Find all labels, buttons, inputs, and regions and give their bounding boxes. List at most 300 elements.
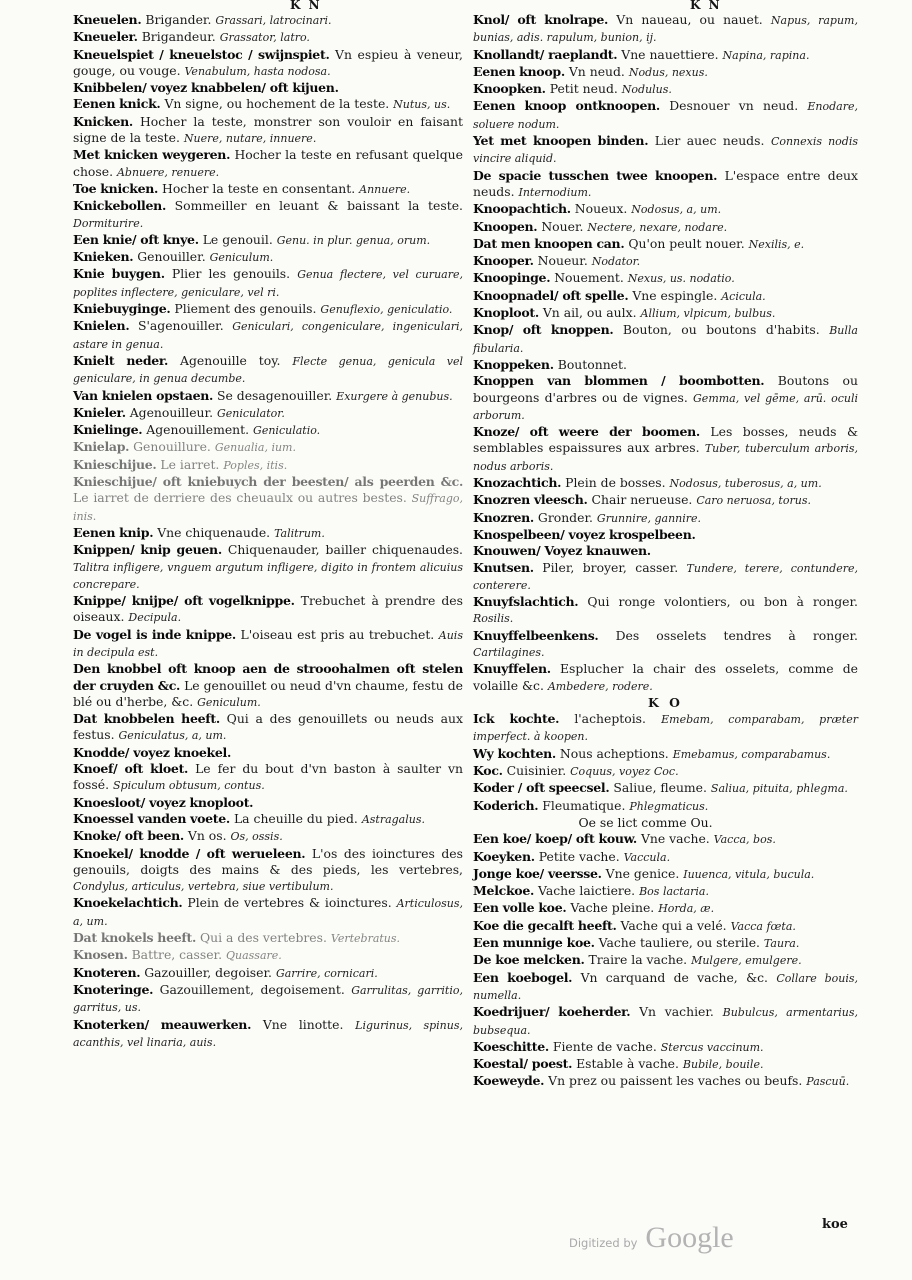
latin-gloss: Bubulcus, armentarius, bubsequa. [473,1006,858,1037]
latin-gloss: Geniculum. [209,251,274,265]
dictionary-entry [73,301,463,318]
latin-gloss: Quassare. [226,949,282,963]
headword: Knollandt/ raeplandt. [473,46,618,62]
latin-gloss: Talitra infligere, vnguem argutum infligere, digito in frontem alicuius concrepare. [73,560,463,591]
latin-gloss: Exurgere à genubus. [336,389,453,403]
headword: Knoke/ oft been. [73,828,184,844]
french-gloss: Vn vachier. [639,1004,714,1020]
latin-gloss: Grassari, latrocinari. [215,14,332,27]
headword: Dat men knoopen can. [473,235,625,251]
headword: Knoopken. [473,81,546,97]
latin-gloss: Genualia, ium. [214,441,296,455]
dictionary-entry [473,661,858,695]
headword: Knoesloot/ voyez knoploot. [73,794,254,810]
french-gloss: Desnouer vn neud. [669,98,799,114]
dictionary-entry [473,357,858,373]
french-gloss: Cuisinier. [506,763,567,779]
headword: Koeschitte. [473,1038,549,1054]
latin-gloss: Collare bouis, numella. [473,971,858,1002]
headword: Van knielen opstaen. [73,387,214,403]
right-column [473,12,858,1091]
dictionary-entry [73,147,463,181]
dictionary-entry [473,831,858,848]
headword: Knozren. [473,509,534,525]
dictionary-entry [73,846,463,896]
headword: Ick kochte. [473,711,560,727]
dictionary-entry [73,80,463,96]
dictionary-entry [73,405,463,422]
french-gloss: Noueur. [537,253,588,269]
french-gloss: Genouiller. [137,249,206,265]
dictionary-entry [473,47,858,64]
headword: Knoze/ oft weere der boomen. [473,424,700,440]
latin-gloss: Grassator, latro. [219,31,310,45]
section-heading: K O [648,694,683,710]
latin-gloss: Ligurinus, spinus, acanthis, vel linaria, auis. [73,1018,463,1049]
latin-gloss: Condylus, articulus, vertebra, siue vertibulum. [73,880,334,894]
latin-gloss: Genu. in plur. genua, orum. [276,233,431,247]
dictionary-entry [473,746,858,763]
headword: Een munnige koe. [473,935,595,951]
french-gloss: Qu'on peult nouer. [628,235,745,251]
dictionary-entry [473,424,858,475]
latin-gloss: Astragalus. [361,812,425,826]
headword: Dat knokels heeft. [73,930,196,946]
latin-gloss: Gemma, vel gēme, arū. oculi arborum. [473,391,858,422]
french-gloss: Vache pleine. [570,900,655,916]
french-gloss: Vne nauettiere. [621,46,719,62]
french-gloss: Gazouiller, degoiser. [144,964,272,980]
french-gloss: Hocher la teste, monstrer son vouloir en faisant signe de la teste. [73,113,463,146]
dictionary-entry [473,253,858,270]
latin-gloss: Nexilis, e. [748,237,805,251]
french-gloss: Chiquenauder, bailler chiquenaudes. [227,542,463,558]
dictionary-entry [473,900,858,917]
latin-gloss: Phlegmaticus. [629,799,709,813]
french-gloss: Agenouilleur. [129,404,214,420]
latin-gloss: Geniculator. [217,406,285,420]
headword: Kneuelen. [73,12,142,27]
latin-gloss: Articulosus, a, um. [73,897,463,928]
headword: Knippen/ knip geuen. [73,542,222,558]
dictionary-entry [73,593,463,627]
headword: Knoterken/ meauwerken. [73,1016,252,1032]
headword: Knielen. [73,318,130,334]
french-gloss: L'os des ioinctures des genouils, doigts des mains & des pieds, les vertebres, [73,845,463,877]
french-gloss: Petite vache. [538,848,620,864]
dictionary-entry [473,798,858,815]
running-head-left: K N [290,0,322,10]
dictionary-entry [73,249,463,266]
dictionary-entry [73,542,463,593]
headword: Eenen knoop. [473,63,565,79]
french-gloss: Qui a des genouillets ou neuds aux festus. [73,711,463,743]
headword: Knooper. [473,253,534,269]
french-gloss: Trebuchet à prendre des oiseaux. [73,593,463,625]
latin-gloss: Vacca fœta. [730,919,796,933]
dictionary-entry [73,96,463,113]
headword: Koderich. [473,797,539,813]
headword: Knodde/ voyez knoekel. [73,744,232,760]
dictionary-entry [473,594,858,628]
latin-gloss: Nutus, us. [393,98,451,112]
dictionary-entry [73,388,463,405]
french-gloss: Gazouillement, degoisement. [159,981,345,997]
latin-gloss: Mulgere, emulgere. [691,954,802,968]
dictionary-entry [73,457,463,474]
latin-gloss: Geniculatio. [253,424,321,438]
french-gloss: Agenouillement. [146,422,250,438]
dictionary-entry [473,560,858,595]
latin-gloss: Garrire, cornicari. [275,966,378,980]
headword: Knippe/ knijpe/ oft vogelknippe. [73,593,295,609]
french-gloss: Noueux. [574,201,628,217]
french-gloss: Vne linotte. [262,1016,344,1032]
french-gloss: Fiente de vache. [552,1038,657,1054]
dictionary-entry [473,1004,858,1039]
dictionary-entry [473,270,858,287]
french-gloss: Vache qui a velé. [620,917,727,933]
dictionary-entry [473,510,858,527]
latin-gloss: Emebam, comparabam, præter imperfect. à koopen. [473,713,858,744]
running-head-right: K N [690,0,722,10]
french-gloss: Nous acheptions. [559,745,669,761]
french-gloss: Fleumatique. [542,797,626,813]
latin-gloss: Pascuū. [806,1075,850,1089]
dictionary-entry [73,761,463,795]
latin-gloss: Rosilis. [473,612,514,626]
dictionary-entry [73,661,463,711]
dictionary-entry [73,353,463,388]
french-gloss: Nouement. [554,270,624,286]
latin-gloss: Stercus vaccinum. [660,1040,764,1054]
french-gloss: Hocher la teste en refusant quelque chose. [73,147,463,179]
french-gloss: Plein de bosses. [565,475,666,491]
latin-gloss: Grunnire, gannire. [596,511,702,525]
dictionary-entry [73,930,463,947]
dictionary-entry [473,527,858,543]
headword: Knielap. [73,439,130,455]
headword: Kniebuyginge. [73,301,171,317]
dictionary-entry [473,849,858,866]
dictionary-entry [73,318,463,353]
dictionary-entry [473,935,858,952]
headword: Knoppen van blommen / boombotten. [473,373,765,389]
french-gloss: Vn neud. [568,63,625,79]
headword: Met knicken weygeren. [73,147,231,163]
french-gloss: Hocher la teste en consentant. [162,180,356,196]
headword: Knozren vleesch. [473,492,588,508]
latin-gloss: Geniculari, congeniculare, ingeniculari, astare in genua. [73,320,463,351]
french-gloss: Le genouil. [202,231,273,247]
headword: Kneuelspiet / kneuelstoc / swijnspiet. [73,46,330,62]
headword: Knol/ oft knolrape. [473,12,609,27]
headword: Een koe/ koep/ oft kouw. [473,831,637,847]
dictionary-entry [473,373,858,424]
catchword: koe [822,1217,848,1232]
dictionary-entry [73,895,463,930]
dictionary-entry [473,219,858,236]
headword: Jonge koe/ veersse. [473,865,602,881]
headword: Kneueler. [73,29,138,45]
french-gloss: Bouton, ou boutons d'habits. [622,322,820,338]
latin-gloss: Vacca, bos. [713,833,776,847]
latin-gloss: Nodosus, a, um. [631,203,722,217]
french-gloss: Plier les genouils. [171,266,291,282]
latin-gloss: Garrulitas, garritio, garritus, us. [73,983,463,1015]
headword: Knielt neder. [73,352,169,368]
watermark-brand-logo: Google [645,1221,734,1254]
headword: Knoploot. [473,305,539,321]
latin-gloss: Taura. [763,937,800,951]
french-gloss: Lier auec neuds. [654,133,765,149]
french-gloss: Le fer du bout d'vn baston à saulter vn fossé. [73,761,463,793]
headword: Eenen knip. [73,524,154,540]
latin-gloss: Coquus, voyez Coc. [570,765,679,779]
french-gloss: L'espace entre deux neuds. [473,167,858,199]
latin-gloss: Tuber, tuberculum arboris, nodus arboris. [473,442,858,473]
headword: Knop/ oft knoppen. [473,322,614,338]
headword: Knoekelachtich. [73,895,183,911]
headword: Knoessel vanden voete. [73,810,230,826]
french-gloss: Vn ail, ou aulx. [542,305,637,321]
headword: De spacie tusschen twee knoopen. [473,167,718,183]
dictionary-entry [473,952,858,969]
dictionary-entry [473,201,858,218]
latin-gloss: Spiculum obtusum, contus. [113,779,265,793]
latin-gloss: Emebamus, comparabamus. [672,747,831,761]
latin-gloss: Nectere, nexare, nodare. [587,220,728,234]
french-gloss: Gronder. [537,509,593,525]
latin-gloss: Nodus, nexus. [628,65,708,79]
headword: Knoopnadel/ oft spelle. [473,287,629,303]
french-gloss: Battre, casser. [131,947,223,963]
french-gloss: Vache tauliere, ou sterile. [598,935,760,951]
dictionary-entry [73,198,463,232]
french-gloss: Sommeiller en leuant & baissant la teste. [174,198,463,214]
headword: De vogel is inde knippe. [73,626,236,642]
headword: Knuyffelbeenkens. [473,627,599,643]
dictionary-entry [473,628,858,662]
dictionary-entry [473,763,858,780]
french-gloss: Le iarret de derriere des cheuaulx ou autres bestes. [73,490,407,506]
latin-gloss: Auis in decipula est. [73,628,463,659]
french-gloss: Vn naueau, ou nauet. [616,12,763,27]
latin-gloss: Napus, rapum, bunias, adis. rapulum, bunion, ij. [473,14,858,45]
french-gloss: Le iarret. [160,456,220,472]
headword: Knie buygen. [73,266,165,282]
latin-gloss: Geniculatus, a, um. [118,729,227,743]
french-gloss: Vn carquand de vache, &c. [580,969,768,985]
french-gloss: Vne vache. [640,831,710,847]
dictionary-entry [473,970,858,1005]
headword: Knielinge. [73,422,143,438]
latin-gloss: Nuere, nutare, innuere. [183,132,317,146]
dictionary-entry [473,918,858,935]
headword: Knibbelen/ voyez knabbelen/ oft kijuen. [73,80,339,96]
headword: Knospelbeen/ voyez krospelbeen. [473,526,696,542]
french-gloss: Esplucher la chair des osselets, comme de volaille &c. [473,661,858,693]
latin-gloss: Internodium. [518,185,592,199]
headword: Knoopachtich. [473,201,571,217]
latin-gloss: Bulla fibularia. [473,324,858,355]
headword: Eenen knoop ontknoopen. [473,98,660,114]
headword: Knutsen. [473,559,534,575]
headword: Knoppeken. [473,356,554,372]
dictionary-entry [473,322,858,357]
french-gloss: Vne espingle. [632,287,718,303]
left-column [73,12,463,1051]
headword: Koder / oft speecsel. [473,780,610,796]
french-gloss: Boutonnet. [557,356,627,372]
dictionary-entry [473,543,858,559]
watermark-prefix: Digitized by [569,1236,638,1250]
french-gloss: Vn prez ou paissent les vaches ou beufs. [548,1073,803,1089]
dictionary-entry [473,168,858,202]
latin-gloss: Saliua, pituita, phlegma. [710,782,848,796]
dictionary-entry [73,711,463,745]
dictionary-entry [73,439,463,456]
french-gloss: Les bosses, neuds & semblables espaissures aux arbres. [473,424,858,456]
headword: Knieschijue/ oft kniebuych der beesten/ als peerden &c. [73,474,463,490]
latin-gloss: Geniculum. [197,695,261,709]
french-gloss: Agenouille toy. [180,352,281,368]
latin-gloss: Poples, itis. [223,458,288,472]
latin-gloss: Vertebratus. [330,932,401,946]
dictionary-entry [473,1039,858,1056]
latin-gloss: Caro neruosa, torus. [696,494,811,508]
headword: De koe melcken. [473,952,585,968]
headword: Knoopen. [473,218,538,234]
french-gloss: Vn espieu à veneur, gouge, ou vouge. [73,46,463,78]
french-gloss: Chair nerueuse. [591,492,693,508]
digitized-watermark [569,1221,734,1255]
dictionary-entry [473,305,858,322]
headword: Eenen knick. [73,96,161,112]
dictionary-entry [73,745,463,761]
french-gloss: Le genouillet ou neud d'vn chaume, festu de blé ou d'herbe, &c. [73,677,464,709]
headword: Knoopinge. [473,270,551,286]
headword: Yet met knoopen binden. [473,133,649,149]
dictionary-entry [73,422,463,439]
french-gloss: Traire la vache. [588,952,688,968]
dictionary-entry [473,64,858,81]
french-gloss: Vache laictiere. [538,883,636,899]
dictionary-entry [73,12,463,29]
headword: Koedrijuer/ koeherder. [473,1004,631,1020]
headword: Knieken. [73,249,134,265]
latin-gloss: Genuflexio, geniculatio. [320,303,453,317]
headword: Den knobbel oft knoop aen de strooohalmen oft stelen der cruyden &c. [73,661,463,693]
french-gloss: Brigander. [145,12,212,27]
dictionary-entry [73,47,463,81]
french-gloss: Plein de vertebres & ioinctures. [187,895,392,911]
latin-gloss: Acicula. [721,289,766,303]
dictionary-entry [473,1056,858,1073]
latin-gloss: Tundere, terere, contundere, conterere. [473,561,858,592]
french-gloss: Vne genice. [605,865,680,881]
dictionary-entry [73,181,463,198]
latin-gloss: Connexis nodis vincire aliquid. [473,135,858,166]
headword: Knouwen/ Voyez knauwen. [473,543,651,559]
french-gloss: Des osselets tendres à ronger. [615,627,858,643]
headword: Wy kochten. [473,745,556,761]
latin-gloss: Talitrum. [274,526,325,540]
dictionary-entry [73,29,463,46]
headword: Dat knobbelen heeft. [73,711,220,727]
dictionary-entry [473,288,858,305]
latin-gloss: Bos lactaria. [639,885,709,899]
headword: Knozachtich. [473,475,562,491]
latin-gloss: Napina, rapina. [722,48,810,62]
dictionary-entry [473,236,858,253]
latin-gloss: Horda, æ. [658,902,715,916]
french-gloss: Estable à vache. [576,1056,679,1072]
latin-gloss: Venabulum, hasta nodosa. [184,64,331,78]
latin-gloss: Enodare, soluere nodum. [473,100,858,131]
french-gloss: Vn os. [187,828,227,844]
dictionary-entry [73,525,463,542]
headword: Een knie/ oft knye. [73,231,199,247]
headword: Knoteren. [73,964,141,980]
latin-gloss: Abnuere, renuere. [116,165,220,179]
latin-gloss: Flecte genua, genicula vel geniculare, in genua decumbe. [73,354,463,386]
latin-gloss: Nexus, us. nodatio. [627,272,735,286]
headword: Knosen. [73,947,128,963]
latin-gloss: Nodosus, tuberosus, a, um. [669,477,822,491]
headword: Koeweyde. [473,1073,545,1089]
latin-gloss: Allium, vlpicum, bulbus. [640,307,776,321]
french-gloss: La cheuille du pied. [233,810,358,826]
headword: Knieler. [73,404,126,420]
latin-gloss: Genua flectere, vel curuare, poplites inflectere, geniculare, vel ri. [73,268,463,299]
dictionary-entry [73,474,463,525]
latin-gloss: Nodator. [591,255,641,269]
french-gloss: S'agenouiller. [137,318,224,334]
headword: Knieschijue. [73,456,157,472]
dictionary-entry [73,627,463,662]
french-gloss: Brigandeur. [141,29,216,45]
latin-gloss: Dormiturire. [73,216,144,230]
dictionary-entry [73,965,463,982]
latin-gloss: Nodulus. [621,83,672,97]
french-gloss: Qui a des vertebres. [199,930,327,946]
latin-gloss: Annuere. [359,182,411,196]
dictionary-entry [473,780,858,797]
headword: Koe die gecalft heeft. [473,917,617,933]
dictionary-entry [473,12,858,47]
headword: Knicken. [73,113,133,129]
dictionary-entry [473,98,858,133]
headword: Koeyken. [473,848,535,864]
french-gloss: Pliement des genouils. [174,301,317,317]
headword: Knoef/ oft kloet. [73,761,189,777]
dictionary-entry [473,883,858,900]
dictionary-entry [473,133,858,168]
headword: Knoekel/ knodde / oft werueleen. [73,845,306,861]
latin-gloss: Cartilagines. [473,645,545,659]
headword: Een volle koe. [473,900,567,916]
latin-gloss: Suffrago, inis. [73,492,463,523]
french-gloss: Petit neud. [549,81,618,97]
french-gloss: Boutons ou bourgeons d'arbres ou de vignes. [473,373,858,405]
latin-gloss: Os, ossis. [230,830,283,844]
french-gloss: Vn signe, ou hochement de la teste. [164,96,390,112]
french-gloss: Genouillure. [133,439,211,455]
headword: Knuyffelen. [473,661,551,677]
french-gloss: Se desagenouiller. [217,387,333,403]
dictionary-entry [73,982,463,1017]
